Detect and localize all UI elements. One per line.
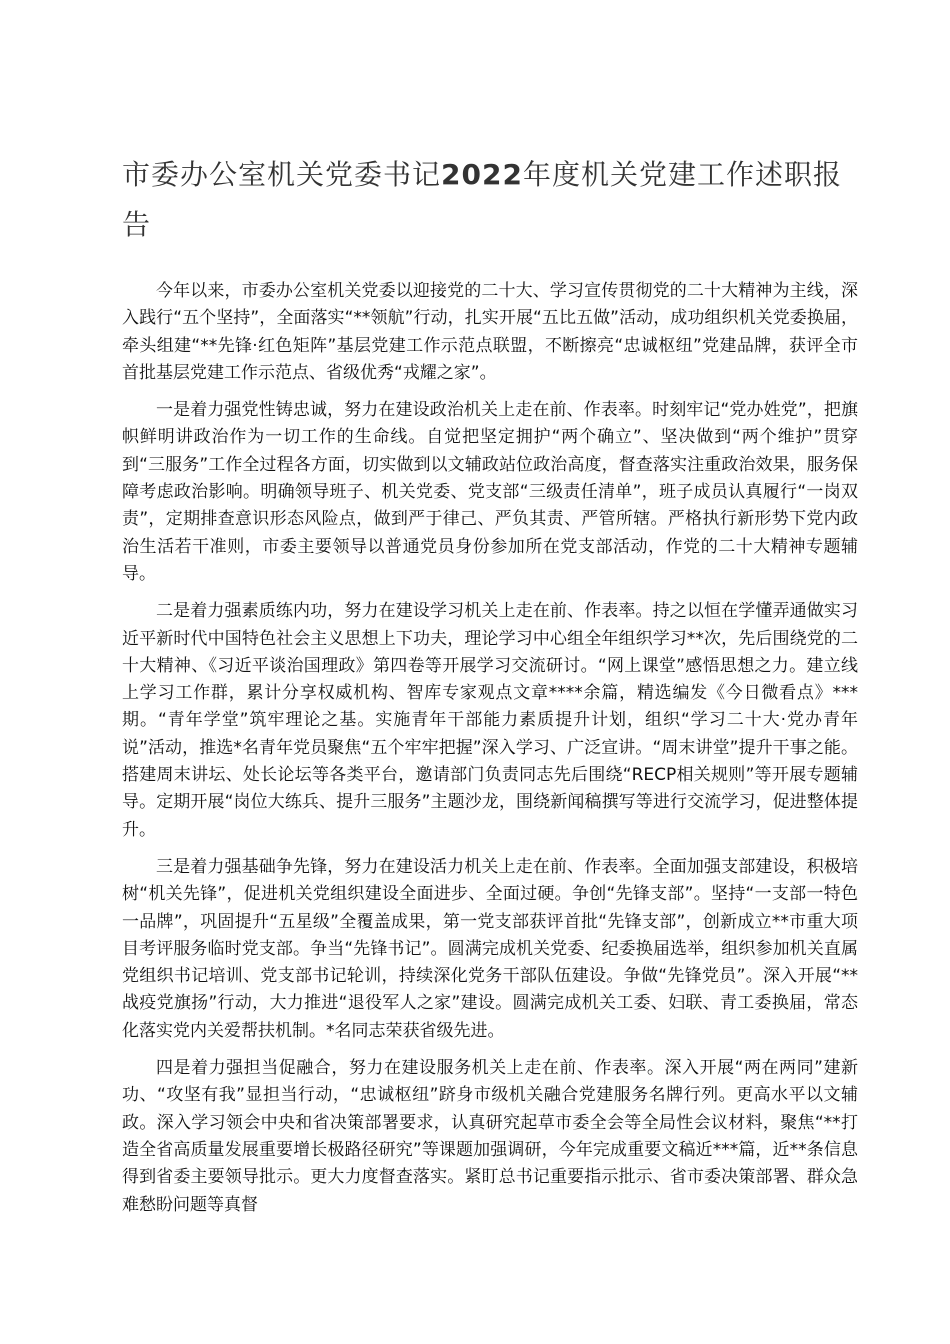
document-page [122, 0, 858, 1229]
title-suffix: 年度机关党建工作述职报告 [122, 158, 842, 241]
paragraph-service: 四是着力强担当促融合，努力在建设服务机关上走在前、作表率。深入开展“两在两同”建新功、“攻坚有我”显担当行动，“忠诚枢纽”跻身市级机关融合党建服务名牌行列。更高水平以文辅政。深入学习领会中央和省决策部署要求，认真研究起草市委全会等全局性会议材料，聚焦“**打造全省高质量发展重要增长极路径研究”等课题加强调研，今年完成重要文稿近***篇，近**条信息得到省委主要领导批示。更大力度督查落实。紧盯总书记重要指示批示、省市委决策部署、群众急难愁盼问题等真督 [122, 1058, 858, 1215]
title-year: 2022 [441, 158, 523, 191]
title-prefix: 市委办公室机关党委书记 [122, 158, 442, 191]
paragraph-learning: 二是着力强素质练内功，努力在建设学习机关上走在前、作表率。持之以恒在学懂弄通做实习近平新时代中国特色社会主义思想上下功夫，理论学习中心组全年组织学习**次，先后围绕党的二十大精神、《习近平谈治国理政》第四卷等开展学习交流研讨。“网上课堂”感悟思想之力。建立线上学习工作群，累计分享权威机构、智库专家观点文章****余篇，精选编发《今日微看点》***期。“青年学堂”筑牢理论之基。实施青年干部能力素质提升计划，组织“学习二十大·党办青年说”活动，推选*名青年党员聚焦“五个牢牢把握”深入学习、广泛宣讲。“周末讲堂”提升干事之能。搭建周末讲坛、处长论坛等各类平台，邀请部门负责同志先后围绕“RECP相关规则”等开展专题辅导。定期开展“岗位大练兵、提升三服务”主题沙龙，围绕新闻稿撰写等进行交流学习，促进整体提升。 [122, 601, 858, 840]
paragraph-vitality: 三是着力强基础争先锋，努力在建设活力机关上走在前、作表率。全面加强支部建设，积极培树“机关先锋”，促进机关党组织建设全面进步、全面过硬。争创“先锋支部”。坚持“一支部一特色一品牌”，巩固提升“五星级”全覆盖成果，第一党支部获评首批“先锋支部”，创新成立**市重大项目考评服务临时党支部。争当“先锋书记”。圆满完成机关党委、纪委换届选举，组织参加机关直属党组织书记培训、党支部书记轮训，持续深化党务干部队伍建设。争做“先锋党员”。深入开展“**战疫党旗扬”行动，大力推进“退役军人之家”建设。圆满完成机关工委、妇联、青工委换届，常态化落实党内关爱帮扶机制。*名同志荣获省级先进。 [122, 856, 858, 1041]
paragraph-political: 一是着力强党性铸忠诚，努力在建设政治机关上走在前、作表率。时刻牢记“党办姓党”，把旗帜鲜明讲政治作为一切工作的生命线。自觉把坚定拥护“两个确立”、坚决做到“两个维护”贯穿到“三服务”工作全过程各方面，切实做到以文辅政站位政治高度，督查落实注重政治效果，服务保障考虑政治影响。明确领导班子、机关党委、党支部“三级责任清单”，班子成员认真履行“一岗双责”，定期排查意识形态风险点，做到严于律己、严负其责、严管所辖。严格执行新形势下党内政治生活若干准则，市委主要领导以普通党员身份参加所在党支部活动，作党的二十大精神专题辅导。 [122, 400, 858, 584]
paragraph-intro: 今年以来，市委办公室机关党委以迎接党的二十大、学习宣传贯彻党的二十大精神为主线，深入践行“五个坚持”，全面落实“**领航”行动，扎实开展“五比五做”活动，成功组织机关党委换届，牵头组建“**先锋·红色矩阵”基层党建工作示范点联盟，不断擦亮“忠诚枢纽”党建品牌，获评全市首批基层党建工作示范点、省级优秀“戎耀之家”。 [122, 281, 858, 383]
document-body [122, 278, 858, 1219]
document-title [122, 150, 858, 250]
